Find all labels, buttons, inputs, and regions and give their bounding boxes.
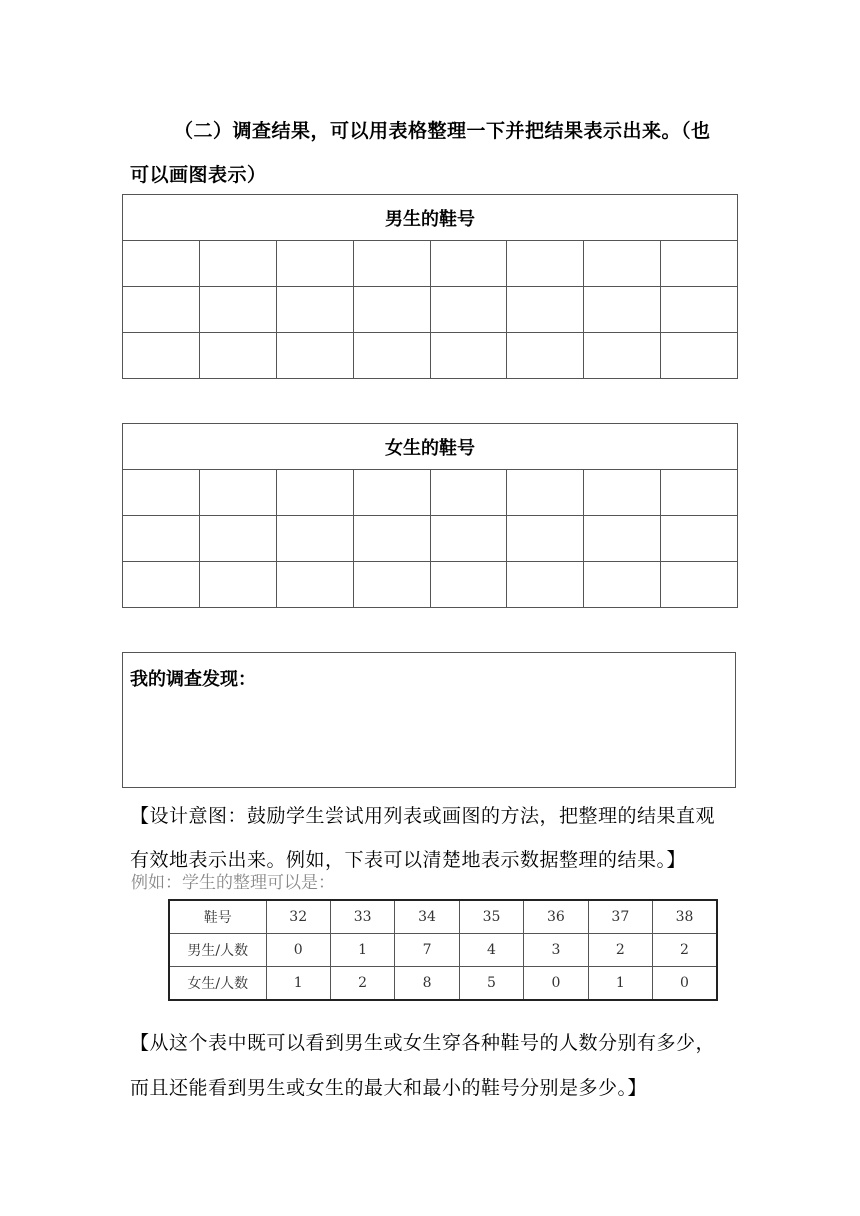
header-cell: 32 bbox=[266, 900, 330, 934]
girls-shoe-size-table bbox=[122, 423, 738, 608]
blank-cell[interactable] bbox=[584, 241, 661, 287]
blank-cell[interactable] bbox=[507, 562, 584, 608]
design-intent-line1: 【设计意图：鼓励学生尝试用列表或画图的方法，把整理的结果直观 bbox=[130, 805, 716, 827]
table-cell: 0 bbox=[524, 967, 588, 1001]
blank-cell[interactable] bbox=[123, 287, 200, 333]
section-heading-line2: 可以画图表示） bbox=[130, 164, 267, 186]
conclusion-line2: 而且还能看到男生或女生的最大和最小的鞋号分别是多少。】 bbox=[130, 1077, 648, 1099]
blank-cell[interactable] bbox=[430, 287, 507, 333]
blank-cell[interactable] bbox=[430, 516, 507, 562]
blank-cell[interactable] bbox=[199, 470, 276, 516]
blank-cell[interactable] bbox=[353, 287, 430, 333]
table-header-row bbox=[169, 900, 717, 934]
blank-cell[interactable] bbox=[123, 516, 200, 562]
blank-cell[interactable] bbox=[661, 470, 738, 516]
blank-cell[interactable] bbox=[276, 241, 353, 287]
blank-cell[interactable] bbox=[276, 333, 353, 379]
table-cell: 7 bbox=[395, 934, 459, 967]
blank-cell[interactable] bbox=[353, 470, 430, 516]
conclusion-line1: 【从这个表中既可以看到男生或女生穿各种鞋号的人数分别有多少， bbox=[130, 1032, 716, 1054]
blank-cell[interactable] bbox=[353, 562, 430, 608]
blank-cell[interactable] bbox=[199, 562, 276, 608]
blank-cell[interactable] bbox=[584, 562, 661, 608]
blank-cell[interactable] bbox=[123, 333, 200, 379]
blank-cell[interactable] bbox=[661, 241, 738, 287]
table-cell: 1 bbox=[330, 934, 394, 967]
blank-cell[interactable] bbox=[276, 516, 353, 562]
table-cell: 2 bbox=[588, 934, 652, 967]
shoe-size-count-table bbox=[168, 899, 718, 1001]
table-cell: 0 bbox=[653, 967, 717, 1001]
blank-cell[interactable] bbox=[123, 241, 200, 287]
blank-cell[interactable] bbox=[276, 470, 353, 516]
row-label: 男生/人数 bbox=[169, 934, 266, 967]
header-cell: 33 bbox=[330, 900, 394, 934]
table-cell: 1 bbox=[266, 967, 330, 1001]
table-row bbox=[169, 934, 717, 967]
blank-cell[interactable] bbox=[584, 287, 661, 333]
blank-cell[interactable] bbox=[507, 287, 584, 333]
cut-off-text: 例如：学生的整理可以是： bbox=[131, 873, 335, 893]
row-label: 女生/人数 bbox=[169, 967, 266, 1001]
blank-cell[interactable] bbox=[661, 516, 738, 562]
blank-cell[interactable] bbox=[430, 241, 507, 287]
table-cell: 5 bbox=[459, 967, 523, 1001]
blank-cell[interactable] bbox=[430, 470, 507, 516]
header-cell: 鞋号 bbox=[169, 900, 266, 934]
blank-cell[interactable] bbox=[353, 241, 430, 287]
findings-box[interactable] bbox=[122, 652, 736, 788]
blank-cell[interactable] bbox=[276, 562, 353, 608]
table-cell: 1 bbox=[588, 967, 652, 1001]
blank-cell[interactable] bbox=[199, 516, 276, 562]
blank-cell[interactable] bbox=[661, 287, 738, 333]
blank-cell[interactable] bbox=[507, 241, 584, 287]
blank-cell[interactable] bbox=[199, 241, 276, 287]
blank-cell[interactable] bbox=[199, 287, 276, 333]
blank-cell[interactable] bbox=[507, 470, 584, 516]
blank-cell[interactable] bbox=[430, 333, 507, 379]
table-row bbox=[123, 562, 738, 608]
blank-cell[interactable] bbox=[507, 333, 584, 379]
blank-cell[interactable] bbox=[661, 562, 738, 608]
girls-table-title: 女生的鞋号 bbox=[123, 424, 738, 470]
header-cell: 38 bbox=[653, 900, 717, 934]
table-cell: 8 bbox=[395, 967, 459, 1001]
design-intent-line2: 有效地表示出来。例如，下表可以清楚地表示数据整理的结果。】 bbox=[130, 849, 687, 871]
blank-cell[interactable] bbox=[199, 333, 276, 379]
header-cell: 36 bbox=[524, 900, 588, 934]
blank-cell[interactable] bbox=[123, 470, 200, 516]
table-row bbox=[123, 516, 738, 562]
table-cell: 2 bbox=[653, 934, 717, 967]
blank-cell[interactable] bbox=[353, 516, 430, 562]
table-row bbox=[169, 967, 717, 1001]
table-row bbox=[123, 470, 738, 516]
table-row bbox=[123, 241, 738, 287]
blank-cell[interactable] bbox=[123, 562, 200, 608]
table-cell: 3 bbox=[524, 934, 588, 967]
blank-cell[interactable] bbox=[584, 333, 661, 379]
header-cell: 37 bbox=[588, 900, 652, 934]
table-cell: 4 bbox=[459, 934, 523, 967]
table-row bbox=[123, 333, 738, 379]
boys-shoe-size-table bbox=[122, 194, 738, 379]
section-heading-line1: （二）调查结果，可以用表格整理一下并把结果表示出来。（也 bbox=[174, 120, 711, 142]
findings-label: 我的调查发现： bbox=[130, 669, 256, 690]
blank-cell[interactable] bbox=[584, 516, 661, 562]
table-row bbox=[123, 287, 738, 333]
header-cell: 35 bbox=[459, 900, 523, 934]
blank-cell[interactable] bbox=[661, 333, 738, 379]
table-cell: 0 bbox=[266, 934, 330, 967]
table-cell: 2 bbox=[330, 967, 394, 1001]
blank-cell[interactable] bbox=[430, 562, 507, 608]
blank-cell[interactable] bbox=[276, 287, 353, 333]
cut-off-text-line bbox=[131, 873, 371, 893]
boys-table-title: 男生的鞋号 bbox=[123, 195, 738, 241]
blank-cell[interactable] bbox=[507, 516, 584, 562]
blank-cell[interactable] bbox=[584, 470, 661, 516]
blank-cell[interactable] bbox=[353, 333, 430, 379]
header-cell: 34 bbox=[395, 900, 459, 934]
